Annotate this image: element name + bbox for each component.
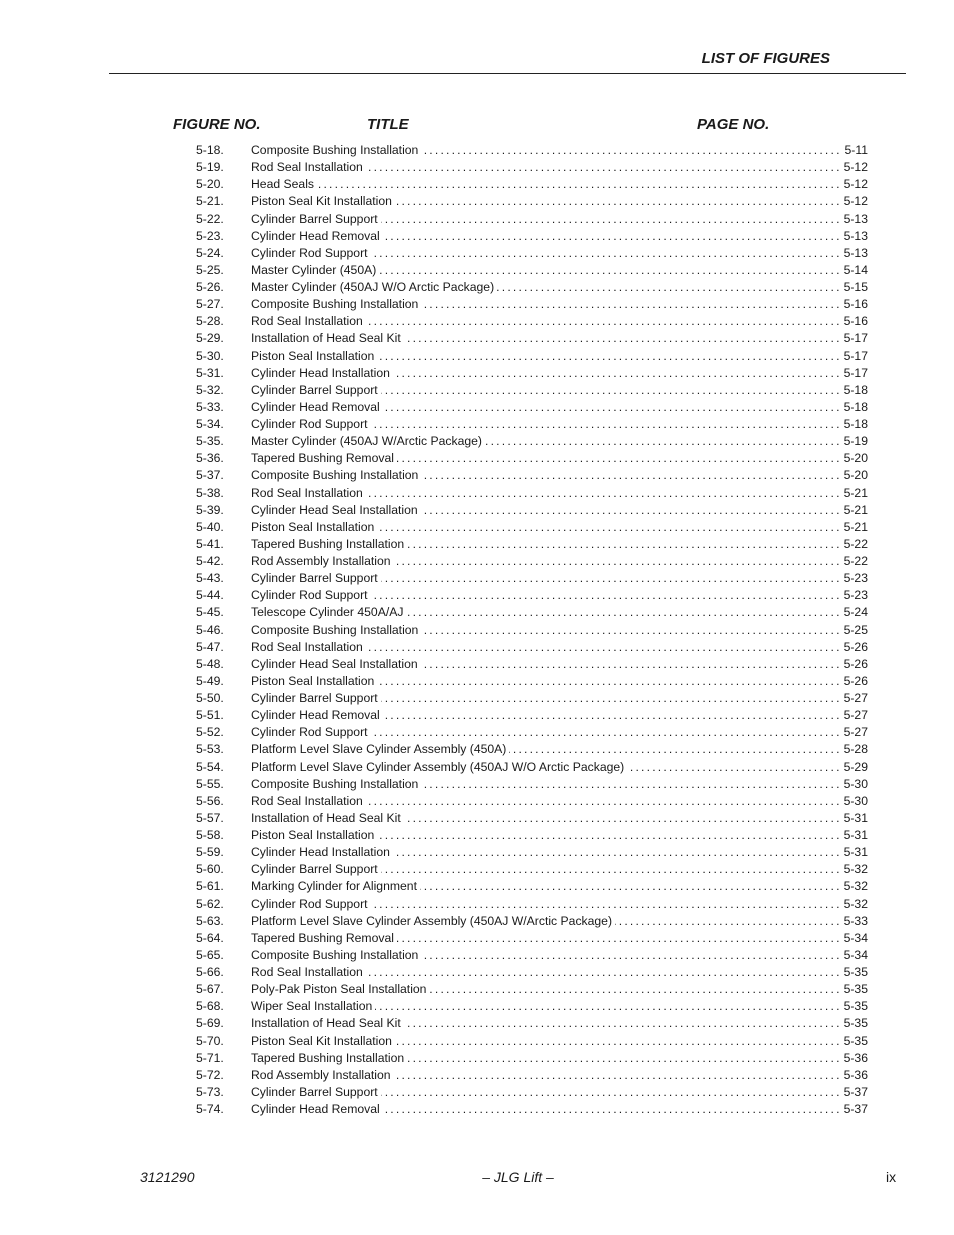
figure-title-cell: [251, 673, 840, 690]
figure-title-cell: [251, 776, 840, 793]
figure-page: 5-34: [840, 930, 868, 947]
figure-page: 5-36: [840, 1067, 868, 1084]
figure-list-entry[interactable]: [196, 570, 868, 587]
figure-title-cell: [251, 348, 840, 365]
figure-title: Cylinder Rod Support: [251, 725, 371, 739]
figure-title-cell: [251, 399, 840, 416]
figure-page: 5-23: [840, 587, 868, 604]
figure-title-cell: [251, 741, 840, 758]
figure-number: 5-64.: [196, 930, 224, 945]
figure-page: 5-32: [840, 878, 868, 895]
figure-title: Cylinder Barrel Support: [251, 1085, 381, 1099]
figure-number: 5-30.: [196, 348, 224, 363]
figure-list-entry[interactable]: [196, 793, 868, 810]
figure-page: 5-35: [840, 1033, 868, 1050]
figure-number: 5-41.: [196, 536, 224, 551]
figure-title: Rod Seal Installation: [251, 486, 366, 500]
figure-list-entry[interactable]: [196, 433, 868, 450]
figure-list-entry[interactable]: [196, 193, 868, 210]
figure-title: Rod Seal Installation: [251, 794, 366, 808]
figure-title: Piston Seal Kit Installation: [251, 1034, 395, 1048]
figure-number: 5-58.: [196, 828, 224, 842]
figure-number: 5-52.: [196, 725, 224, 740]
figure-page: 5-12: [840, 176, 868, 193]
figure-title: Piston Seal Installation: [251, 520, 377, 534]
figure-title-cell: [251, 502, 840, 519]
figure-title: Master Cylinder (450AJ W/Arctic Package): [251, 434, 485, 448]
figure-number: 5-53.: [196, 742, 224, 757]
figure-list-entry[interactable]: [196, 296, 868, 313]
figure-title: Composite Bushing Installation: [251, 948, 421, 962]
figure-title: Tapered Bushing Removal: [251, 931, 397, 945]
figure-number: 5-22.: [196, 211, 224, 226]
figure-list-entry[interactable]: [196, 348, 868, 365]
figure-list-entry[interactable]: [196, 382, 868, 399]
figure-number: 5-47.: [196, 639, 224, 654]
figure-page: 5-21: [840, 519, 868, 536]
figure-number: 5-37.: [196, 468, 224, 483]
figure-title: Cylinder Barrel Support: [251, 383, 381, 397]
figure-list-entry[interactable]: [196, 861, 868, 878]
figure-list-entry[interactable]: [196, 262, 868, 279]
figure-number: 5-46.: [196, 622, 224, 637]
figure-title-cell: [251, 690, 840, 707]
figure-list-entry[interactable]: [196, 1050, 868, 1067]
figure-title: Cylinder Barrel Support: [251, 212, 381, 226]
figure-page: 5-26: [840, 656, 868, 673]
figure-title: Platform Level Slave Cylinder Assembly (450A): [251, 742, 509, 756]
figure-title: Piston Seal Installation: [251, 828, 377, 842]
figure-page: 5-27: [840, 707, 868, 724]
figure-title-cell: [251, 844, 840, 861]
figure-title-cell: [251, 724, 840, 741]
column-heading-page-no: PAGE NO.: [697, 116, 770, 133]
figure-title-cell: [251, 656, 840, 673]
figure-title-cell: [251, 330, 840, 347]
figure-page: 5-23: [840, 570, 868, 587]
figure-list-entry[interactable]: [196, 947, 868, 964]
figure-title-cell: [251, 570, 840, 587]
figure-title-cell: [251, 313, 840, 330]
figure-number: 5-73.: [196, 1084, 224, 1099]
figure-list-entry[interactable]: [196, 1101, 868, 1118]
figure-page: 5-13: [840, 228, 868, 245]
figure-number: 5-54.: [196, 759, 224, 774]
figure-page: 5-17: [840, 348, 868, 365]
figure-title-cell: [251, 878, 840, 895]
figure-title: Head Seals: [251, 177, 317, 191]
column-heading-title: TITLE: [367, 116, 409, 133]
figure-list-entry[interactable]: [196, 1084, 868, 1101]
figure-title: Rod Seal Installation: [251, 314, 366, 328]
figure-list-entry[interactable]: [196, 142, 868, 159]
figure-page: 5-35: [840, 981, 868, 998]
figure-number: 5-39.: [196, 502, 224, 517]
figure-list-entry[interactable]: [196, 1033, 868, 1050]
figure-title: Telescope Cylinder 450A/AJ: [251, 605, 406, 619]
figure-title: Wiper Seal Installation: [251, 999, 375, 1013]
figure-number: 5-62.: [196, 896, 224, 911]
figure-page: 5-21: [840, 502, 868, 519]
figure-page: 5-35: [840, 964, 868, 981]
figure-title: Cylinder Rod Support: [251, 417, 371, 431]
figure-list-entry[interactable]: [196, 399, 868, 416]
figure-list-entry[interactable]: [196, 622, 868, 639]
figure-title: Tapered Bushing Installation: [251, 1051, 407, 1065]
figure-number: 5-59.: [196, 845, 224, 860]
figure-page: 5-19: [840, 433, 868, 450]
figure-title-cell: [251, 1067, 840, 1084]
figure-title-cell: [251, 759, 840, 776]
figure-number: 5-20.: [196, 177, 224, 192]
figure-page: 5-22: [840, 553, 868, 570]
figure-number: 5-48.: [196, 656, 224, 671]
figure-page: 5-31: [840, 844, 868, 861]
figure-title: Composite Bushing Installation: [251, 297, 421, 311]
figure-list-entry[interactable]: [196, 416, 868, 433]
figure-title-cell: [251, 159, 840, 176]
figure-number: 5-60.: [196, 862, 224, 877]
figure-title-cell: [251, 365, 840, 382]
figure-title: Cylinder Head Installation: [251, 845, 393, 859]
figure-title-cell: [251, 211, 840, 228]
figure-list-entry[interactable]: [196, 604, 868, 621]
figure-title: Platform Level Slave Cylinder Assembly (450AJ W/O Arctic Package): [251, 760, 627, 774]
figure-list-entry[interactable]: [196, 330, 868, 347]
figure-title: Tapered Bushing Removal: [251, 451, 397, 465]
figure-page: 5-12: [840, 159, 868, 176]
figure-list-entry[interactable]: [196, 998, 868, 1015]
figure-number: 5-66.: [196, 965, 224, 979]
figure-page: 5-16: [840, 313, 868, 330]
figure-title: Cylinder Head Removal: [251, 708, 383, 722]
figure-number: 5-51.: [196, 708, 224, 723]
figure-title: Rod Assembly Installation: [251, 554, 394, 568]
figure-title-cell: [251, 622, 840, 639]
figure-title: Rod Seal Installation: [251, 965, 366, 979]
figure-list-entry[interactable]: [196, 485, 868, 502]
figure-title: Cylinder Rod Support: [251, 246, 371, 260]
figure-number: 5-24.: [196, 245, 224, 260]
figure-title-cell: [251, 245, 840, 262]
figure-title: Cylinder Head Removal: [251, 1102, 383, 1116]
figure-list-entry[interactable]: [196, 964, 868, 981]
figure-title-cell: [251, 793, 840, 810]
figure-list-entry[interactable]: [196, 656, 868, 673]
figure-title: Platform Level Slave Cylinder Assembly (450AJ W/Arctic Package): [251, 914, 615, 928]
figure-number: 5-28.: [196, 314, 224, 329]
figure-title: Rod Seal Installation: [251, 160, 366, 174]
figure-title-cell: [251, 587, 840, 604]
figure-number: 5-44.: [196, 588, 224, 603]
figure-page: 5-16: [840, 296, 868, 313]
figure-list-entry[interactable]: [196, 673, 868, 690]
figure-title: Cylinder Barrel Support: [251, 691, 381, 705]
figure-page: 5-29: [840, 759, 868, 776]
figure-number: 5-36.: [196, 451, 224, 466]
figure-number: 5-25.: [196, 262, 224, 277]
figure-title-cell: [251, 998, 840, 1015]
figure-list-entry[interactable]: [196, 759, 868, 776]
figure-title-cell: [251, 964, 840, 981]
figure-number: 5-26.: [196, 280, 224, 294]
figure-list-entry[interactable]: [196, 536, 868, 553]
figure-title-cell: [251, 228, 840, 245]
figure-page: 5-37: [840, 1084, 868, 1101]
figure-number: 5-56.: [196, 793, 224, 808]
figure-title: Marking Cylinder for Alignment: [251, 879, 420, 893]
figure-list-entry[interactable]: [196, 981, 868, 998]
page-number: ix: [886, 1169, 897, 1185]
figure-title-cell: [251, 913, 840, 930]
figure-page: 5-11: [841, 142, 869, 159]
figure-page: 5-32: [840, 896, 868, 913]
figure-list-entry[interactable]: [196, 553, 868, 570]
footer-brand: – JLG Lift –: [482, 1169, 554, 1185]
figure-page: 5-13: [840, 245, 868, 262]
figure-page: 5-36: [840, 1050, 868, 1067]
figure-page: 5-33: [840, 913, 868, 930]
figure-title: Composite Bushing Installation: [251, 468, 421, 482]
figure-number: 5-68.: [196, 999, 224, 1014]
figure-title: Cylinder Head Installation: [251, 366, 393, 380]
figure-number: 5-21.: [196, 194, 224, 209]
figure-list-entry[interactable]: [196, 844, 868, 861]
figure-list-entry[interactable]: [196, 639, 868, 656]
figure-page: 5-27: [840, 690, 868, 707]
figure-title-cell: [251, 1084, 840, 1101]
figure-list-entry[interactable]: [196, 896, 868, 913]
figure-page: 5-22: [840, 536, 868, 553]
figure-title: Cylinder Barrel Support: [251, 862, 381, 876]
figure-list-entry[interactable]: [196, 365, 868, 382]
figure-title-cell: [251, 707, 840, 724]
figure-page: 5-28: [840, 741, 868, 758]
figure-title-cell: [251, 553, 840, 570]
figure-list-entry[interactable]: [196, 159, 868, 176]
figure-list-entry[interactable]: [196, 930, 868, 947]
figure-page: 5-27: [840, 724, 868, 741]
figure-title: Cylinder Head Seal Installation: [251, 657, 421, 671]
figure-number: 5-42.: [196, 554, 224, 568]
figure-list-entry[interactable]: [196, 810, 868, 827]
figure-page: 5-25: [840, 622, 868, 639]
figure-list-entry[interactable]: [196, 587, 868, 604]
figure-number: 5-27.: [196, 297, 224, 312]
figure-title-cell: [251, 981, 840, 998]
figure-page: 5-31: [840, 810, 868, 827]
figure-page: 5-15: [840, 279, 868, 296]
figure-title-cell: [251, 1015, 840, 1032]
figure-page: 5-35: [840, 1015, 868, 1032]
figure-number: 5-45.: [196, 605, 224, 620]
figure-title: Piston Seal Kit Installation: [251, 194, 395, 208]
figure-title: Cylinder Barrel Support: [251, 571, 381, 585]
figure-page: 5-14: [840, 262, 868, 279]
figure-list-entry[interactable]: [196, 827, 868, 844]
figure-page: 5-26: [840, 673, 868, 690]
figure-page: 5-20: [840, 467, 868, 484]
figure-list-entry[interactable]: [196, 313, 868, 330]
figure-list-entry[interactable]: [196, 176, 868, 193]
figure-title-cell: [251, 947, 840, 964]
figure-number: 5-72.: [196, 1067, 224, 1082]
figure-title-cell: [251, 279, 840, 296]
document-number: 3121290: [140, 1169, 195, 1185]
figure-title-cell: [251, 536, 840, 553]
figure-number: 5-34.: [196, 417, 224, 431]
page-header-title: LIST OF FIGURES: [701, 50, 830, 67]
figure-page: 5-24: [840, 604, 868, 621]
figure-list: [196, 142, 868, 1118]
figure-page: 5-13: [840, 211, 868, 228]
figure-title: Installation of Head Seal Kit: [251, 1016, 404, 1030]
figure-title-cell: [251, 1050, 840, 1067]
figure-list-entry[interactable]: [196, 690, 868, 707]
figure-title-cell: [251, 861, 840, 878]
figure-list-entry[interactable]: [196, 776, 868, 793]
figure-title-cell: [251, 176, 840, 193]
figure-title-cell: [251, 467, 840, 484]
figure-title-cell: [251, 193, 840, 210]
figure-title: Tapered Bushing Installation: [251, 537, 407, 551]
figure-number: 5-38.: [196, 485, 224, 500]
figure-number: 5-35.: [196, 434, 224, 449]
figure-number: 5-71.: [196, 1050, 224, 1065]
figure-page: 5-37: [840, 1101, 868, 1118]
figure-list-entry[interactable]: [196, 707, 868, 724]
figure-list-entry[interactable]: [196, 450, 868, 467]
figure-page: 5-32: [840, 861, 868, 878]
figure-title: Piston Seal Installation: [251, 674, 377, 688]
figure-title-cell: [251, 896, 840, 913]
figure-list-entry[interactable]: [196, 211, 868, 228]
figure-page: 5-34: [840, 947, 868, 964]
figure-title: Cylinder Rod Support: [251, 588, 371, 602]
figure-page: 5-21: [840, 485, 868, 502]
figure-page: 5-30: [840, 776, 868, 793]
figure-number: 5-29.: [196, 331, 224, 346]
figure-title: Master Cylinder (450AJ W/O Arctic Package): [251, 280, 497, 294]
figure-title: Composite Bushing Installation: [251, 777, 421, 791]
figure-page: 5-31: [840, 827, 868, 844]
figure-number: 5-49.: [196, 673, 224, 688]
figure-list-entry[interactable]: [196, 741, 868, 758]
figure-list-entry[interactable]: [196, 245, 868, 262]
figure-title: Cylinder Head Removal: [251, 400, 383, 414]
figure-number: 5-23.: [196, 228, 224, 243]
figure-number: 5-33.: [196, 399, 224, 414]
figure-title-cell: [251, 604, 840, 621]
column-heading-figure-no: FIGURE NO.: [173, 116, 261, 133]
figure-number: 5-74.: [196, 1102, 224, 1116]
figure-list-entry[interactable]: [196, 1067, 868, 1084]
figure-title: Rod Assembly Installation: [251, 1068, 394, 1082]
figure-number: 5-18.: [196, 143, 224, 157]
figure-title-cell: [251, 142, 841, 159]
figure-title-cell: [251, 827, 840, 844]
figure-title: Cylinder Head Removal: [251, 229, 383, 243]
figure-page: 5-12: [840, 193, 868, 210]
figure-title: Installation of Head Seal Kit: [251, 331, 404, 345]
figure-number: 5-65.: [196, 947, 224, 962]
figure-list-entry[interactable]: [196, 1015, 868, 1032]
figure-page: 5-18: [840, 399, 868, 416]
figure-title: Cylinder Rod Support: [251, 897, 371, 911]
figure-title-cell: [251, 1033, 840, 1050]
figure-page: 5-17: [840, 330, 868, 347]
figure-title-cell: [251, 930, 840, 947]
figure-title-cell: [251, 382, 840, 399]
figure-list-entry[interactable]: [196, 724, 868, 741]
figure-number: 5-67.: [196, 982, 224, 997]
figure-number: 5-69.: [196, 1016, 224, 1031]
figure-title-cell: [251, 639, 840, 656]
figure-title: Poly-Pak Piston Seal Installation: [251, 982, 429, 996]
figure-title: Installation of Head Seal Kit: [251, 811, 404, 825]
figure-list-entry[interactable]: [196, 228, 868, 245]
figure-title: Composite Bushing Installation: [251, 143, 421, 157]
figure-title: Piston Seal Installation: [251, 349, 377, 363]
figure-number: 5-50.: [196, 691, 224, 705]
figure-page: 5-20: [840, 450, 868, 467]
figure-title-cell: [251, 416, 840, 433]
figure-number: 5-70.: [196, 1033, 224, 1048]
figure-title: Composite Bushing Installation: [251, 623, 421, 637]
figure-list-entry[interactable]: [196, 878, 868, 895]
figure-title-cell: [251, 296, 840, 313]
figure-title: Master Cylinder (450A): [251, 263, 379, 277]
figure-title-cell: [251, 485, 840, 502]
figure-number: 5-31.: [196, 365, 224, 380]
figure-title: Rod Seal Installation: [251, 640, 366, 654]
figure-title-cell: [251, 519, 840, 536]
figure-title: Cylinder Head Seal Installation: [251, 503, 421, 517]
figure-number: 5-61.: [196, 879, 224, 894]
figure-page: 5-18: [840, 416, 868, 433]
figure-list-entry[interactable]: [196, 913, 868, 930]
header-divider: [109, 73, 906, 74]
figure-list-entry[interactable]: [196, 467, 868, 484]
figure-number: 5-55.: [196, 776, 224, 791]
figure-page: 5-35: [840, 998, 868, 1015]
figure-number: 5-32.: [196, 382, 224, 397]
figure-page: 5-30: [840, 793, 868, 810]
figure-number: 5-19.: [196, 160, 224, 175]
figure-number: 5-40.: [196, 519, 224, 534]
figure-title-cell: [251, 1101, 840, 1118]
figure-page: 5-17: [840, 365, 868, 382]
figure-title-cell: [251, 810, 840, 827]
figure-list-entry[interactable]: [196, 279, 868, 296]
figure-page: 5-26: [840, 639, 868, 656]
figure-number: 5-63.: [196, 913, 224, 928]
figure-list-entry[interactable]: [196, 502, 868, 519]
figure-page: 5-18: [840, 382, 868, 399]
figure-number: 5-43.: [196, 571, 224, 586]
figure-title-cell: [251, 450, 840, 467]
figure-number: 5-57.: [196, 810, 224, 825]
figure-title-cell: [251, 262, 840, 279]
figure-title-cell: [251, 433, 840, 450]
figure-list-entry[interactable]: [196, 519, 868, 536]
